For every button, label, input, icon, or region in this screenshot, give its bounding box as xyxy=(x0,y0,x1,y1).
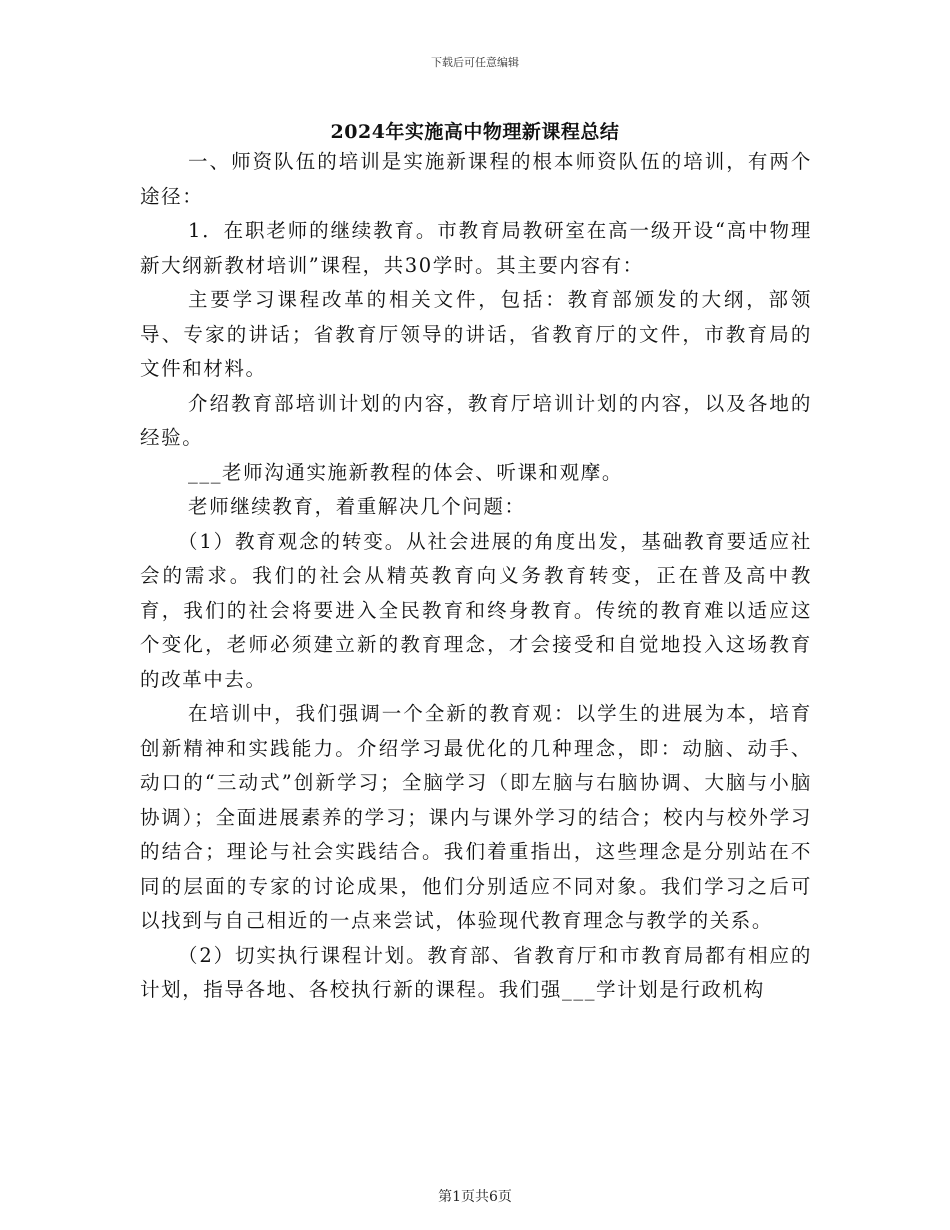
paragraph: 主要学习课程改革的相关文件，包括：教育部颁发的大纲，部领导、专家的讲话；省教育厅领导的讲话，省教育厅的文件，市教育局的文件和材料。 xyxy=(140,288,812,380)
paragraph: ___老师沟通实施新教程的体会、听课和观摩。 xyxy=(188,460,623,484)
paragraph: 老师继续教育，着重解决几个问题： xyxy=(188,495,526,518)
page-footer: 第1页共6页 xyxy=(438,1189,512,1205)
paragraph: （1）教育观念的转变。从社会进展的角度出发，基础教育要适应社会的需求。我们的社会从精英教育向义务教育转变，正在普及高中教育，我们的社会将要进入全民教育和终身教育。传统的教育难以适应这个变化，老师必须建立新的教育理念，才会接受和自觉地投入这场教育的改革中去。 xyxy=(140,529,812,691)
document-title: 2024年实施高中物理新课程总结 xyxy=(330,121,620,143)
paragraph: 1．在职老师的继续教育。市教育局教研室在高一级开设“高中物理新大纲新教材培训”课程，共30学时。其主要内容有： xyxy=(140,219,812,277)
paragraph: 一、师资队伍的培训是实施新课程的根本师资队伍的培训，有两个途径： xyxy=(140,150,812,208)
document-body xyxy=(140,145,812,1008)
paragraph: 在培训中，我们强调一个全新的教育观：以学生的进展为本，培育创新精神和实践能力。介绍学习最优化的几种理念，即：动脑、动手、动口的“三动式”创新学习；全脑学习（即左脑与右脑协调、大脑与小脑协调）；全面进展素养的学习；课内与课外学习的结合；校内与校外学习的结合；理论与社会实践结合。我们着重指出，这些理念是分别站在不同的层面的专家的讨论成果，他们分别适应不同对象。我们学习之后可以找到与自己相近的一点来尝试，体验现代教育理念与教学的关系。 xyxy=(140,702,812,932)
paragraph: 介绍教育部培训计划的内容，教育厅培训计划的内容，以及各地的经验。 xyxy=(140,391,812,449)
paragraph: （2）切实执行课程计划。教育部、省教育厅和市教育局都有相应的计划，指导各地、各校执行新的课程。我们强___学计划是行政机构 xyxy=(140,943,812,1001)
header-note: 下载后可任意编辑 xyxy=(431,56,519,69)
